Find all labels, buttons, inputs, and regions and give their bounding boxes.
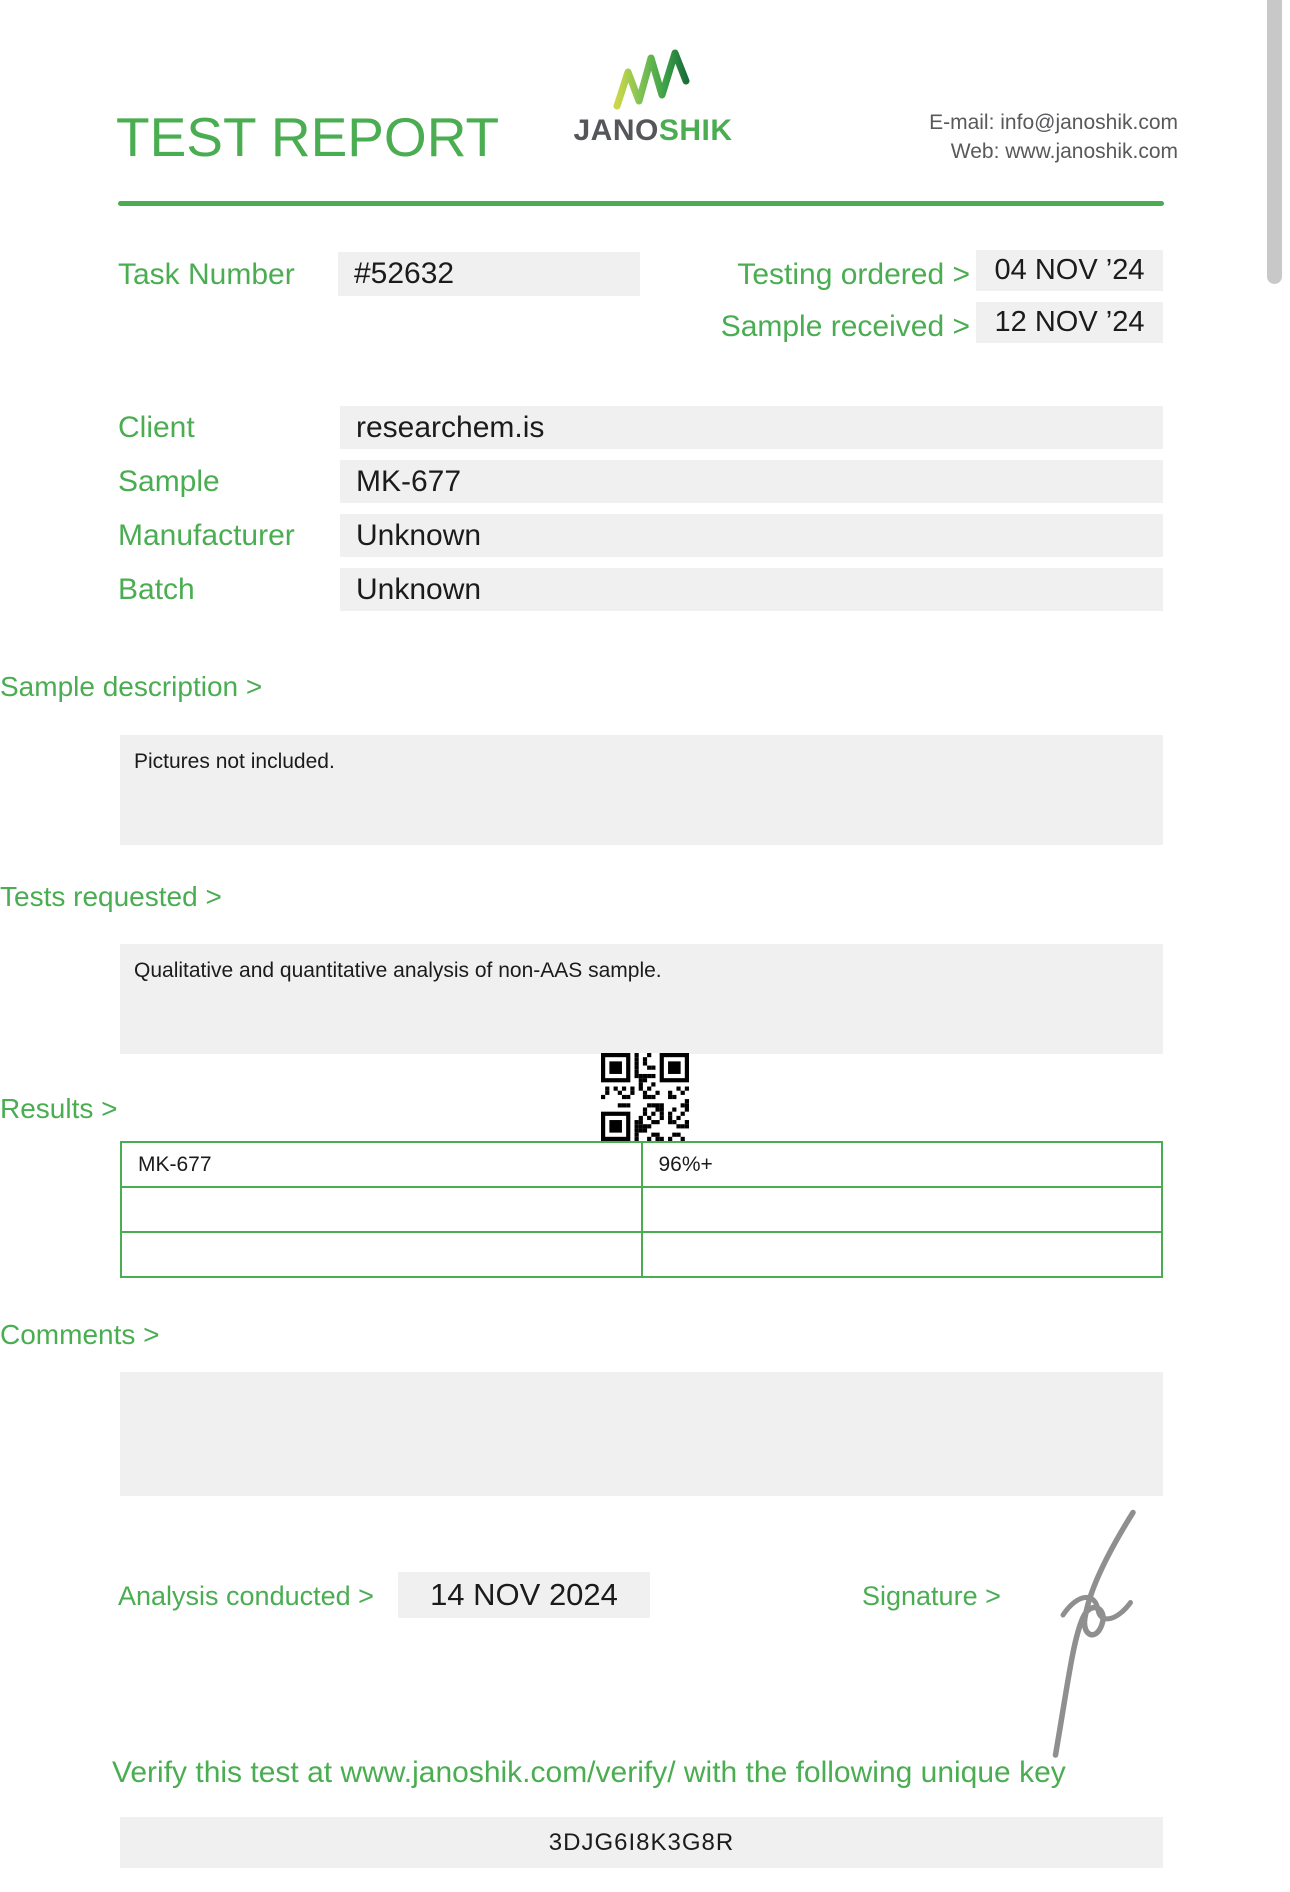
tests-requested-box [120, 944, 1163, 1054]
result-value-cell [642, 1232, 1163, 1277]
analysis-conducted-label: Analysis conducted > [118, 1581, 374, 1611]
verify-instruction: Verify this test at www.janoshik.com/verify/ with the following unique key [112, 1756, 1066, 1789]
contact-email: E-mail: info@janoshik.com [929, 111, 1178, 134]
sample-description-heading: Sample description > [0, 671, 263, 702]
result-substance-cell [121, 1232, 642, 1277]
chart-logo-icon [611, 48, 695, 112]
sample-description-box [120, 735, 1163, 845]
testing-ordered-label: Testing ordered > [737, 258, 970, 291]
result-value-cell: 96%+ [642, 1142, 1163, 1187]
batch-label: Batch [118, 573, 195, 606]
brand-name-primary: JANO [573, 114, 659, 147]
testing-ordered-value: 04 NOV ’24 [976, 250, 1163, 291]
batch-text: Unknown [356, 573, 482, 606]
analysis-date-value: 14 NOV 2024 [398, 1572, 650, 1618]
results-table [120, 1141, 1163, 1278]
sample-label: Sample [118, 465, 220, 498]
task-number-text: #52632 [354, 257, 455, 290]
sample-value [340, 460, 1163, 503]
sample-received-value: 12 NOV ’24 [976, 302, 1163, 343]
brand-logo [558, 48, 748, 146]
comments-box [120, 1372, 1163, 1496]
sample-text: MK-677 [356, 465, 462, 498]
tests-requested-text: Qualitative and quantitative analysis of non-AAS sample. [134, 959, 662, 982]
comments-heading: Comments > [0, 1319, 160, 1350]
page-title: TEST REPORT [116, 106, 500, 168]
client-label: Client [118, 411, 195, 444]
contact-block [929, 108, 1178, 166]
scrollbar-thumb[interactable] [1267, 0, 1282, 284]
client-value [340, 406, 1163, 449]
results-row [121, 1232, 1162, 1277]
verify-key: 3DJG6I8K3G8R [120, 1817, 1163, 1868]
manufacturer-text: Unknown [356, 519, 482, 552]
header-divider [118, 201, 1164, 206]
qr-code [601, 1053, 689, 1141]
result-substance-cell [121, 1187, 642, 1232]
results-row [121, 1142, 1162, 1187]
signature-scrawl [1018, 1500, 1168, 1765]
contact-web: Web: www.janoshik.com [950, 140, 1178, 163]
signature-label: Signature > [862, 1581, 1001, 1611]
task-number-label: Task Number [118, 258, 295, 291]
sample-received-label: Sample received > [720, 310, 970, 343]
result-value-cell [642, 1187, 1163, 1232]
results-heading: Results > [0, 1093, 118, 1124]
manufacturer-value [340, 514, 1163, 557]
client-text: researchem.is [356, 411, 545, 444]
brand-name [558, 116, 748, 146]
brand-name-secondary: SHIK [658, 114, 733, 147]
results-row [121, 1187, 1162, 1232]
sample-description-text: Pictures not included. [134, 750, 335, 773]
result-substance-cell: MK-677 [121, 1142, 642, 1187]
manufacturer-label: Manufacturer [118, 519, 295, 552]
tests-requested-heading: Tests requested > [0, 881, 222, 912]
batch-value [340, 568, 1163, 611]
